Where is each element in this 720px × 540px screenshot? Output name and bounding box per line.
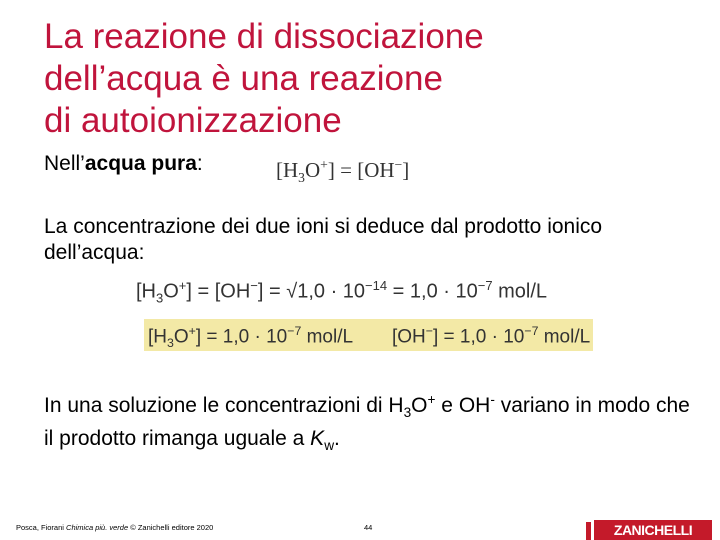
highlight-h3o: $[H_3O^+] = 1,0 \cdot 10^{-7}$ mol/L <box>148 324 354 351</box>
equation-kw: $[H_3O^+] = [OH^-] = √1,0 \cdot 10^{-14} = 1,0 \cdot 10^{-7}$ mol/L <box>136 278 548 306</box>
paragraph-ionic-product: La concentrazione dei due ioni si deduce dal prodotto ionico dell’acqua: <box>44 215 603 264</box>
publisher-logo: ZANICHELLI <box>594 520 712 540</box>
page-number: 44 <box>364 523 373 532</box>
logo-accent <box>586 522 591 540</box>
footer-credit: Posca, Fiorani Chimica più. verde © Zanichelli editore 2020 <box>16 523 214 532</box>
title-line-3: di autoionizzazione <box>44 101 342 140</box>
intro-equation: $[H_3O^+] = [OH^-]$ <box>276 157 410 186</box>
paragraph-conclusion: In una soluzione le concentrazioni di $H_3O^+$ e OH- variano in modo che il prodotto rimanga uguale a $K_w$. <box>44 392 690 454</box>
title-line-2: dell’acqua è una reazione <box>44 59 443 98</box>
slide-title <box>44 16 684 142</box>
highlight-oh: $[OH^-] = 1,0 \cdot 10^{-7}$ mol/L <box>392 324 591 348</box>
title-line-1: La reazione di dissociazione <box>44 17 484 56</box>
highlight-box <box>144 319 593 351</box>
intro-label: Nell’acqua pura: <box>44 152 203 175</box>
